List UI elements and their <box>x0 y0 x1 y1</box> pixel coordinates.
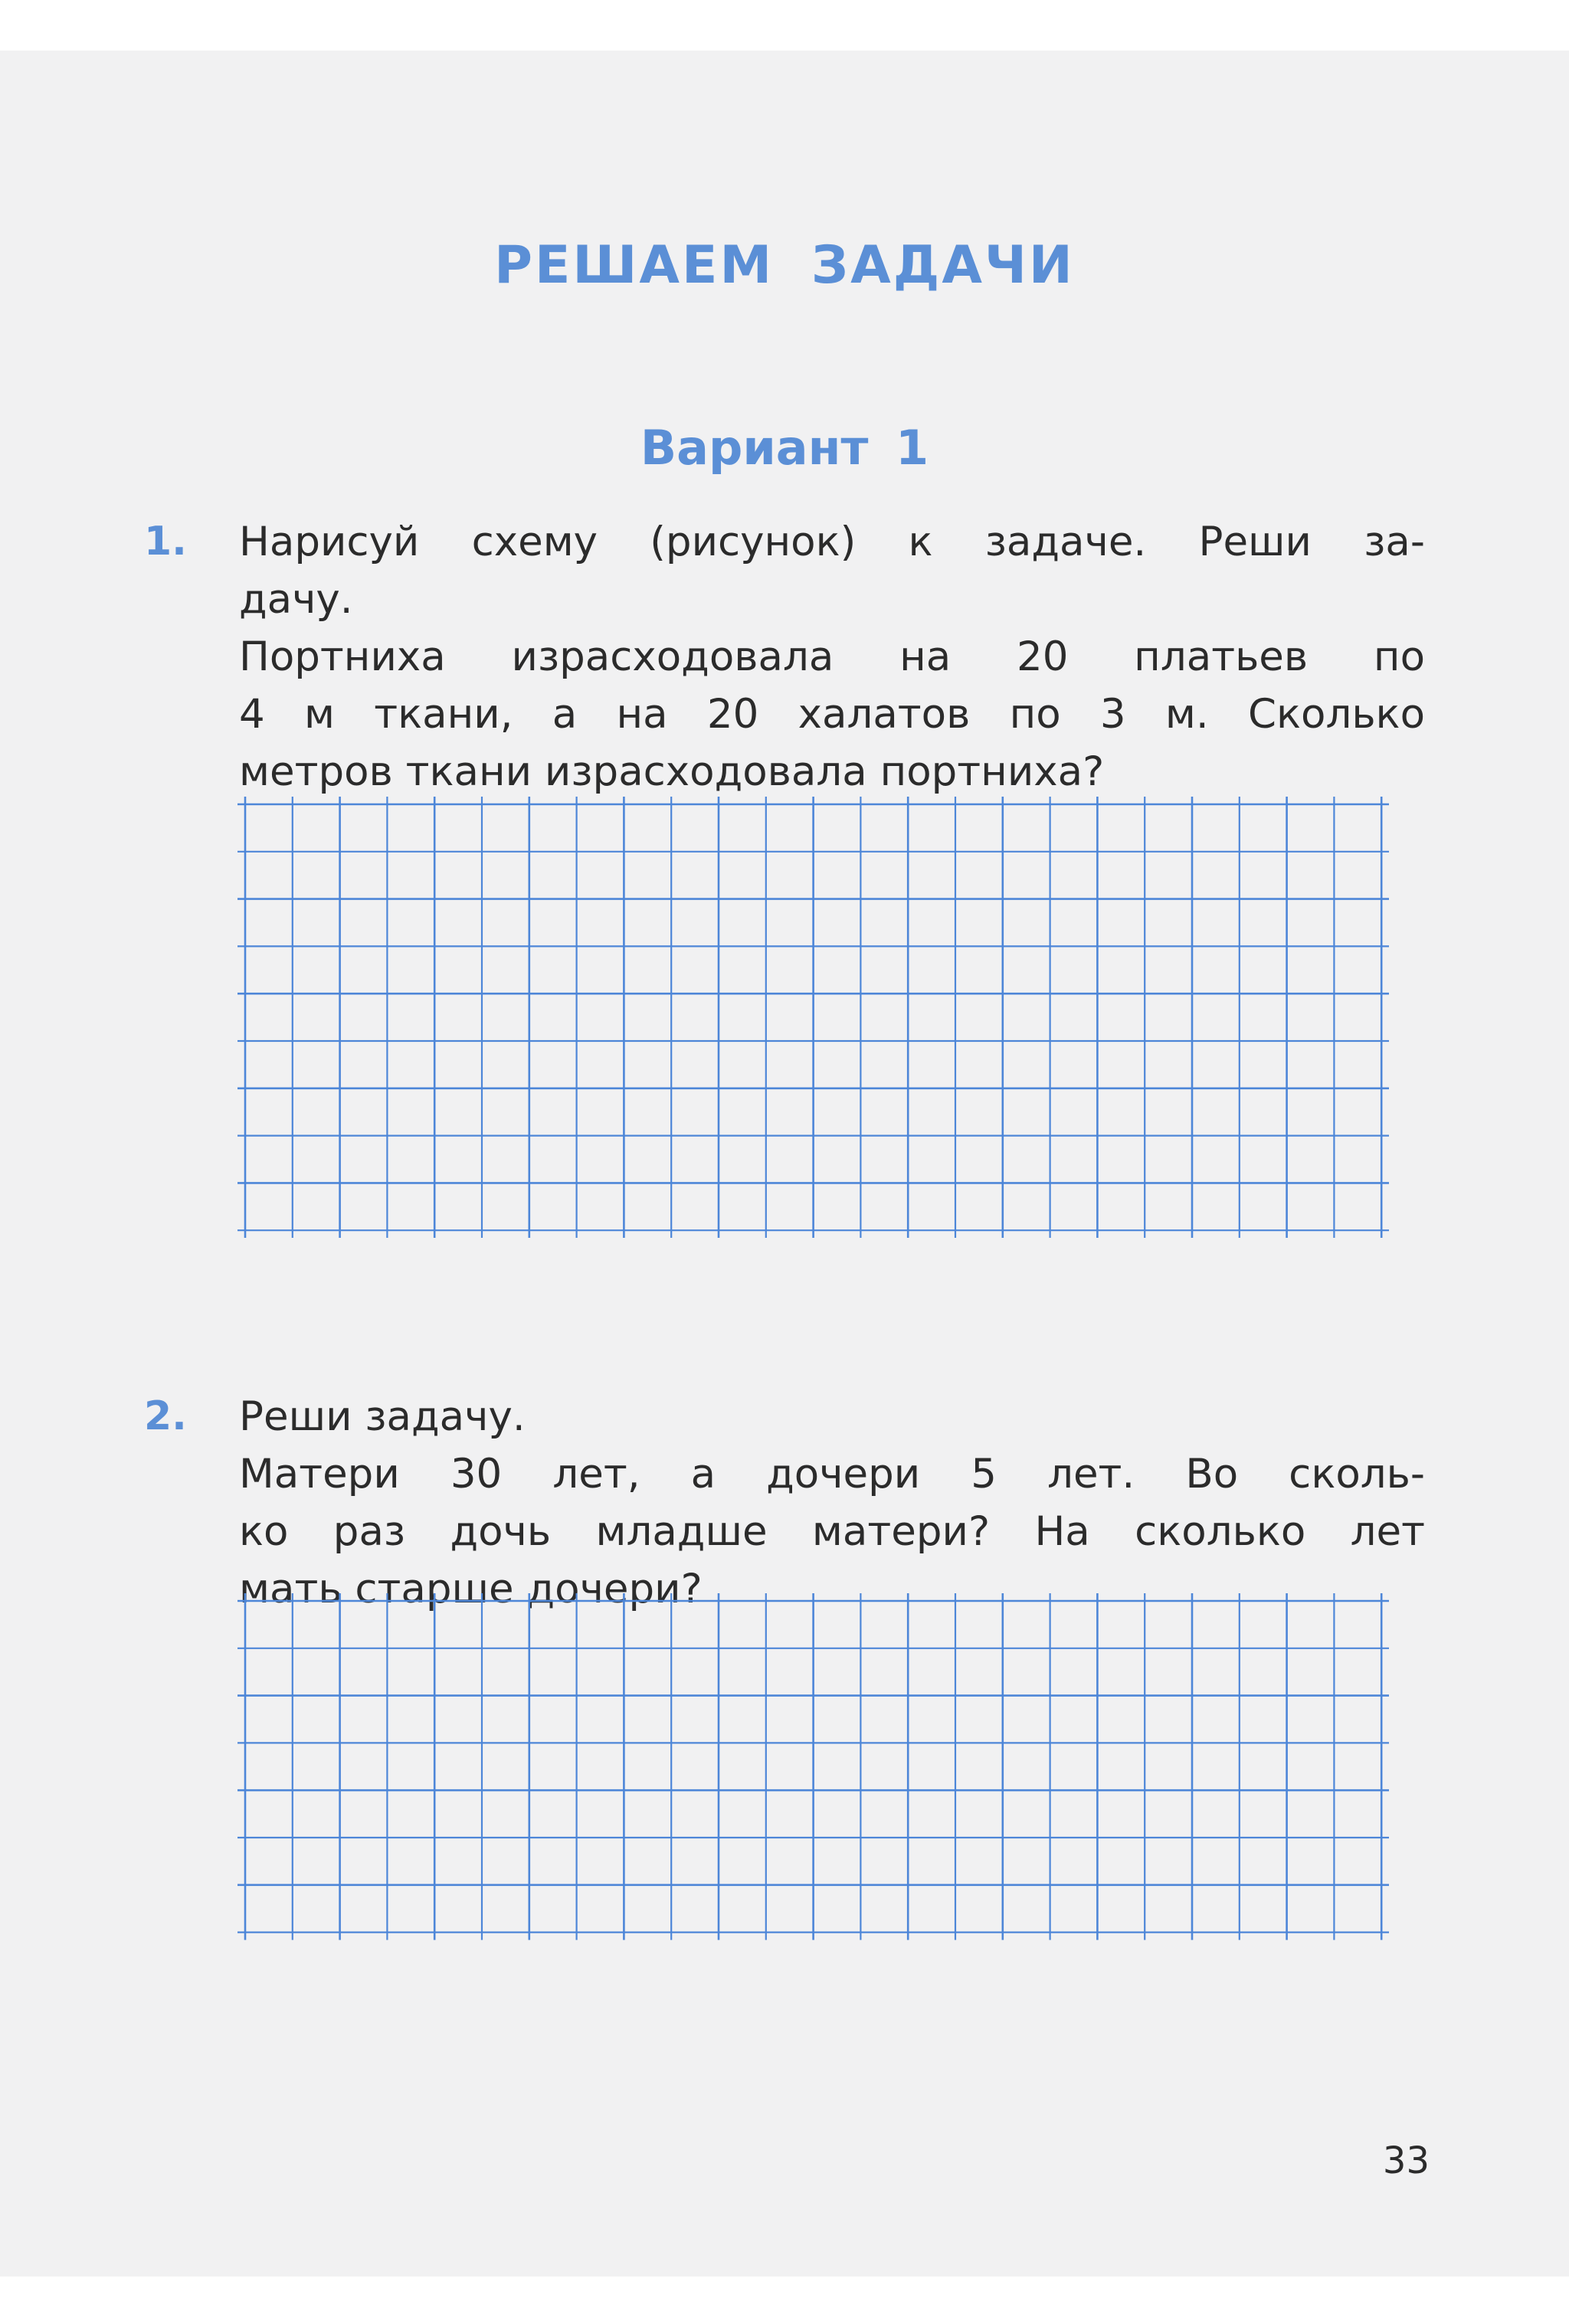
variant-heading: Вариант 1 <box>640 420 929 476</box>
task-1-answer-grid[interactable] <box>237 797 1427 1238</box>
page-number: 33 <box>1382 2139 1430 2182</box>
task-2-line: Матери 30 лет, а дочери 5 лет. Во сколь- <box>239 1451 1425 1498</box>
task-1-line: метров ткани израсходовала портниха? <box>239 748 1105 795</box>
grid-lines <box>237 797 1389 1238</box>
page-title: РЕШАЕМ ЗАДАЧИ <box>494 235 1075 296</box>
task-2-line: мать старше дочери? <box>239 1566 703 1612</box>
task-2-text <box>239 1388 1425 1618</box>
task-2-line: Реши задачу. <box>239 1393 526 1440</box>
task-1-line: Нарисуй схему (рисунок) к задаче. Реши за- <box>239 519 1425 565</box>
task-1-line: Портниха израсходовала на 20 платьев по <box>239 633 1425 680</box>
task-2-number: 2. <box>144 1393 187 1439</box>
task-1-number: 1. <box>144 519 187 565</box>
task-1-text <box>239 513 1425 800</box>
worksheet-page <box>0 51 1569 2277</box>
grid-lines <box>237 1593 1389 1940</box>
task-1-line: 4 м ткани, а на 20 халатов по 3 м. Сколько <box>239 691 1425 738</box>
task-2-line: ко раз дочь младше матери? На сколько лет <box>239 1508 1425 1555</box>
task-1-line: дачу. <box>239 576 353 623</box>
task-2-answer-grid[interactable] <box>237 1593 1427 1940</box>
